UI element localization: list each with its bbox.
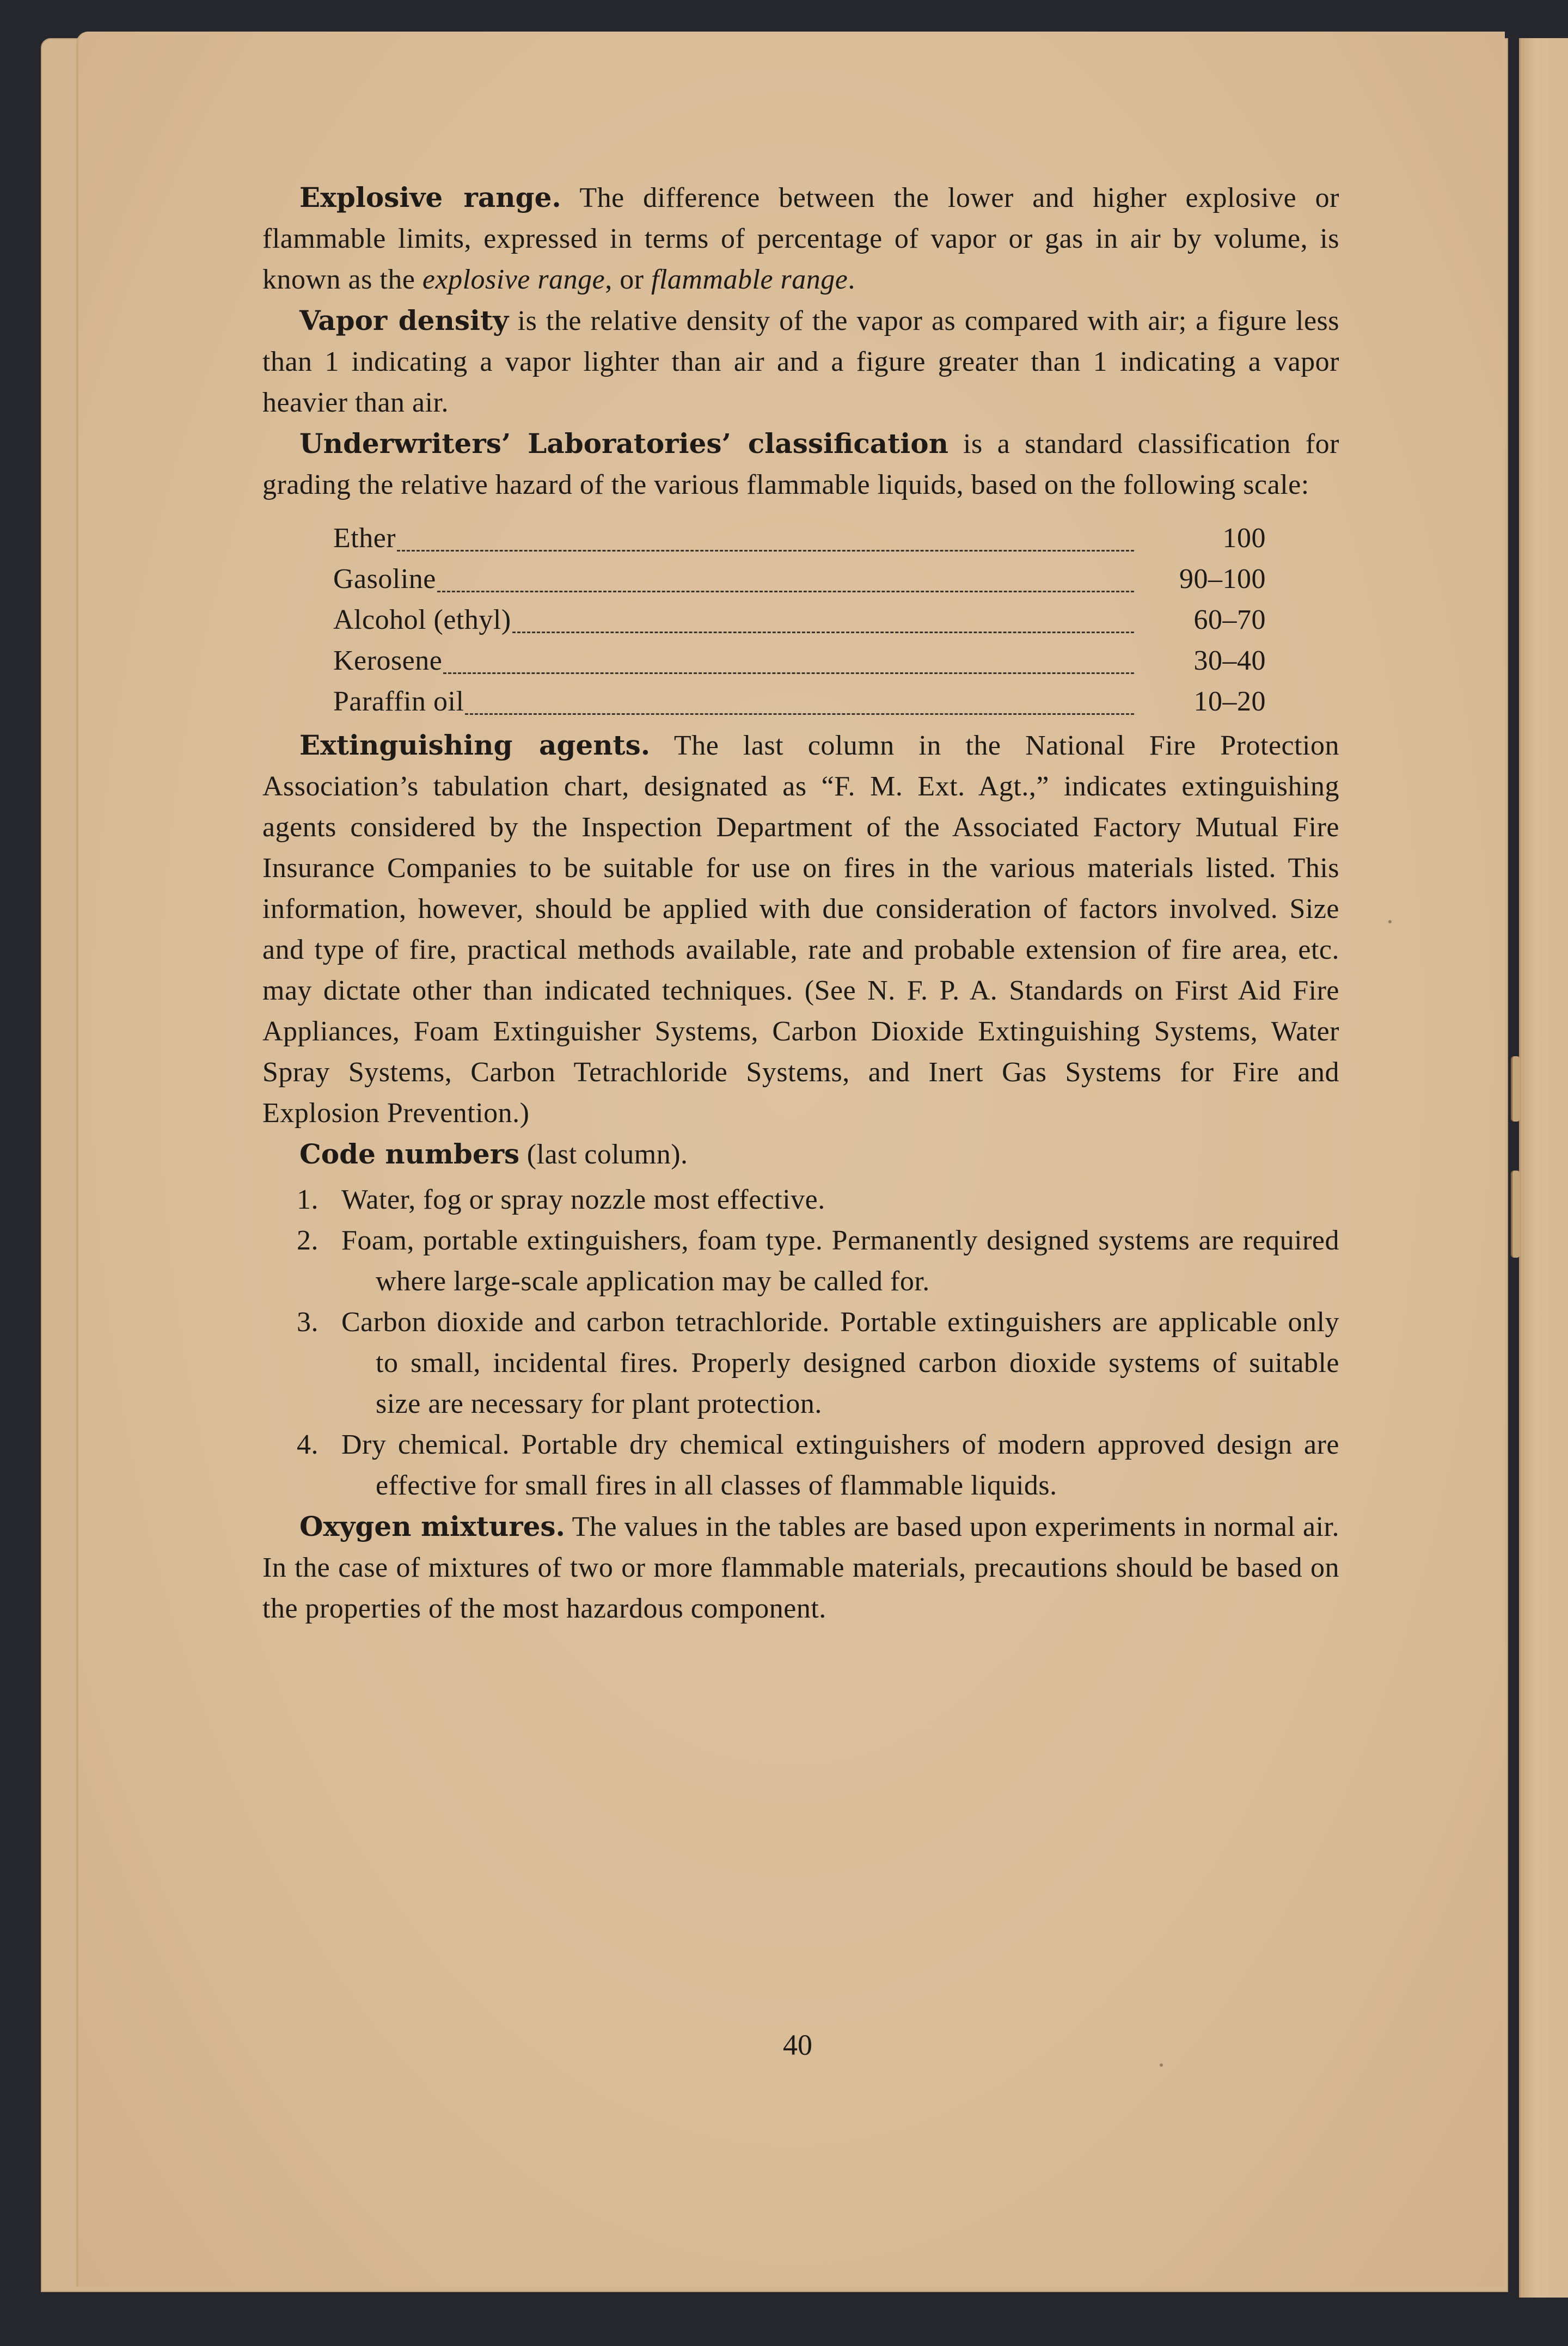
hazard-value: 90–100	[1179, 563, 1266, 595]
adjacent-page-edge	[1519, 38, 1568, 2298]
hazard-scale-table	[333, 518, 1266, 722]
code-number: 1.	[297, 1184, 318, 1215]
paragraph-text: The last column in the National Fire Protection Association’s tabulation chart, designated as “F. M. Ext. Agt.,” indicates extinguishing agents considered by the Inspection Department of the Associated Factory Mutual Fire Insurance Companies to be suitable for use on fires in the various materials listed. This information, however, should be applied with due consideration of factors involved. Size and type of fire, practical methods available, rate and probable extension of fire area, etc. may dictate other than indicated techniques. (See N. F. P. A. Standards on First Aid Fire Appliances, Foam Extinguisher Systems, Carbon Dioxide Extinguishing Systems, Water Spray Systems, Carbon Tetrachloride Systems, and Inert Gas Systems for Fire and Explosion Prevention.)	[262, 730, 1340, 1129]
scale-row	[333, 518, 1266, 559]
paragraph-explosive-range	[262, 177, 1339, 300]
paragraph-code-numbers	[262, 1134, 1339, 1175]
paragraph-text: .	[848, 264, 855, 295]
hazard-value: 30–40	[1193, 645, 1266, 676]
code-description: Carbon dioxide and carbon tetrachloride. Portable extinguishers are applicable only to small, incidental fires. Properly designed carbon dioxide systems of suitable size are necessary for plant protection.	[341, 1307, 1339, 1419]
code-number: 4.	[297, 1429, 318, 1460]
dot-leader	[512, 626, 1134, 633]
page-body	[262, 177, 1339, 1629]
code-number: 2.	[297, 1225, 318, 1256]
liquid-name: Ether	[333, 523, 396, 554]
scale-row	[333, 640, 1266, 681]
dot-leader	[437, 585, 1134, 592]
scale-row	[333, 599, 1266, 640]
paper-speck	[1160, 2063, 1163, 2067]
scale-row	[333, 559, 1266, 599]
code-description: Dry chemical. Portable dry chemical extinguishers of modern approved design are effective for small fires in all classes of flammable liquids.	[341, 1429, 1339, 1501]
binding-staple	[1511, 1171, 1520, 1258]
paragraph-text: The difference between the lower and higher explosive or flammable limits, expressed in terms of percentage of vapor or gas in air by volume, is known as the	[262, 182, 1339, 295]
dot-leader	[443, 667, 1134, 674]
term-heading: Underwriters’ Laboratories’ classification	[299, 427, 948, 460]
scale-row	[333, 681, 1266, 722]
paragraph-ul-classification	[262, 423, 1339, 505]
italic-term: flammable range	[651, 264, 848, 295]
hazard-value: 10–20	[1193, 686, 1266, 717]
code-description: Water, fog or spray nozzle most effective.	[341, 1184, 825, 1215]
term-heading: Oxygen mixtures.	[299, 1510, 565, 1542]
binding-staple	[1511, 1056, 1520, 1122]
paragraph-text: , or	[605, 264, 652, 295]
code-list-item	[262, 1220, 1339, 1302]
liquid-name: Alcohol (ethyl)	[333, 604, 511, 635]
code-list-item	[262, 1179, 1339, 1220]
code-number: 3.	[297, 1307, 318, 1338]
paragraph-text: is a standard classification for grading the relative hazard of the various flammable liquids, based on the following scale:	[262, 428, 1339, 500]
term-heading: Extinguishing agents.	[299, 729, 651, 761]
italic-term: explosive range	[422, 264, 605, 295]
term-heading: Vapor density	[299, 304, 509, 336]
code-list-item	[262, 1302, 1339, 1424]
paragraph-text: is the relative density of the vapor as compared with air; a figure less than 1 indicating a vapor lighter than air and a figure greater than 1 indicating a vapor heavier than air.	[262, 305, 1339, 418]
code-number-list	[262, 1179, 1339, 1506]
paragraph-vapor-density	[262, 300, 1339, 423]
term-heading: Code numbers	[299, 1138, 520, 1170]
liquid-name: Paraffin oil	[333, 686, 464, 717]
hazard-value: 100	[1222, 523, 1266, 554]
paragraph-text: The values in the tables are based upon experiments in normal air. In the case of mixtures of two or more flammable materials, precautions should be based on the properties of the most hazardous component.	[262, 1511, 1339, 1624]
paragraph-extinguishing-agents	[262, 725, 1339, 1134]
code-description: Foam, portable extinguishers, foam type. Permanently designed systems are required where large-scale application may be called for.	[341, 1225, 1339, 1297]
paper-speck	[1388, 920, 1392, 923]
code-list-item	[262, 1424, 1339, 1506]
paragraph-text: (last column).	[519, 1139, 688, 1170]
paragraph-oxygen-mixtures	[262, 1506, 1339, 1629]
term-heading: Explosive range.	[299, 181, 561, 213]
liquid-name: Kerosene	[333, 645, 443, 676]
hazard-value: 60–70	[1193, 604, 1266, 635]
page-number: 40	[783, 2029, 812, 2061]
dot-leader	[465, 708, 1134, 715]
dot-leader	[397, 544, 1134, 552]
liquid-name: Gasoline	[333, 563, 436, 595]
